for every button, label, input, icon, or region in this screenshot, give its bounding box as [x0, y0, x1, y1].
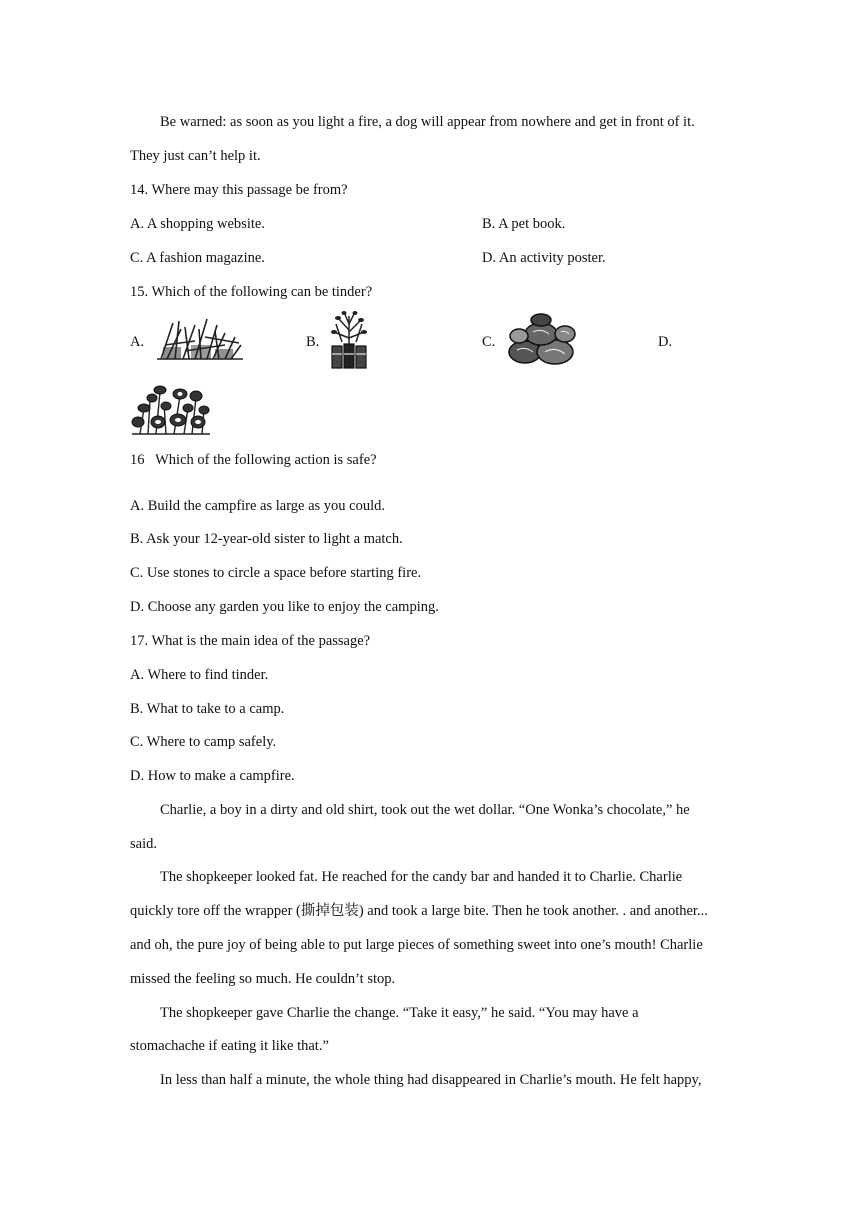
q15-option-b-label: B.: [306, 334, 320, 350]
passage2-p2-line4: missed the feeling so much. He couldn’t stop.: [130, 971, 396, 987]
q17-option-b: B. What to take to a camp.: [130, 701, 285, 717]
passage2-p1-line1: Charlie, a boy in a dirty and old shirt, took out the wet dollar. “One Wonka’s chocolate,” he: [160, 802, 690, 818]
dry-grass-leaves-sketch-icon: [130, 378, 212, 436]
q14-option-b: B. A pet book.: [482, 216, 566, 232]
passage1-line1: Be warned: as soon as you light a fire, a dog will appear from nowhere and get in front of it.: [160, 114, 695, 130]
q16-option-c: C. Use stones to circle a space before starting fire.: [130, 565, 422, 581]
q14-option-a: A. A shopping website.: [130, 216, 265, 232]
passage2-p2-line1: The shopkeeper looked fat. He reached for the candy bar and handed it to Charlie. Charlie: [160, 869, 683, 885]
q14-option-d: D. An activity poster.: [482, 250, 606, 266]
q17-option-d: D. How to make a campfire.: [130, 768, 295, 784]
q16-stem: 16 Which of the following action is safe?: [130, 452, 377, 468]
q16-option-d: D. Choose any garden you like to enjoy the camping.: [130, 599, 439, 615]
passage2-p3-line1: The shopkeeper gave Charlie the change. “Take it easy,” he said. “You may have a: [160, 1005, 639, 1021]
passage2-p2-line3: and oh, the pure joy of being able to put large pieces of something sweet into one’s mouth! Charlie: [130, 937, 703, 953]
passage2-p2-line2: quickly tore off the wrapper (撕掉包装) and took a large bite. Then he took another. . and another...: [130, 903, 708, 919]
stones-pile-sketch-icon: [505, 312, 579, 366]
q15-stem: 15. Which of the following can be tinder?: [130, 284, 373, 300]
q17-option-c: C. Where to camp safely.: [130, 734, 277, 750]
q15-option-d-label: D.: [658, 334, 673, 350]
q15-option-c-label: C.: [482, 334, 496, 350]
q17-stem: 17. What is the main idea of the passage?: [130, 633, 371, 649]
q15-option-a-label: A.: [130, 334, 145, 350]
passage1-line2: They just can’t help it.: [130, 148, 261, 164]
q14-option-c: C. A fashion magazine.: [130, 250, 265, 266]
passage2-p3-line2: stomachache if eating it like that.”: [130, 1038, 329, 1054]
passage2-p1-line2: said.: [130, 836, 157, 852]
passage2-p4-line1: In less than half a minute, the whole thing had disappeared in Charlie’s mouth. He felt happy,: [160, 1072, 702, 1088]
q16-option-b: B. Ask your 12-year-old sister to light a match.: [130, 531, 403, 547]
twigs-sketch-icon: [155, 315, 245, 361]
q17-option-a: A. Where to find tinder.: [130, 667, 269, 683]
q14-stem: 14. Where may this passage be from?: [130, 182, 348, 198]
q16-option-a: A. Build the campfire as large as you could.: [130, 498, 386, 514]
potted-plants-sketch-icon: [328, 310, 370, 370]
